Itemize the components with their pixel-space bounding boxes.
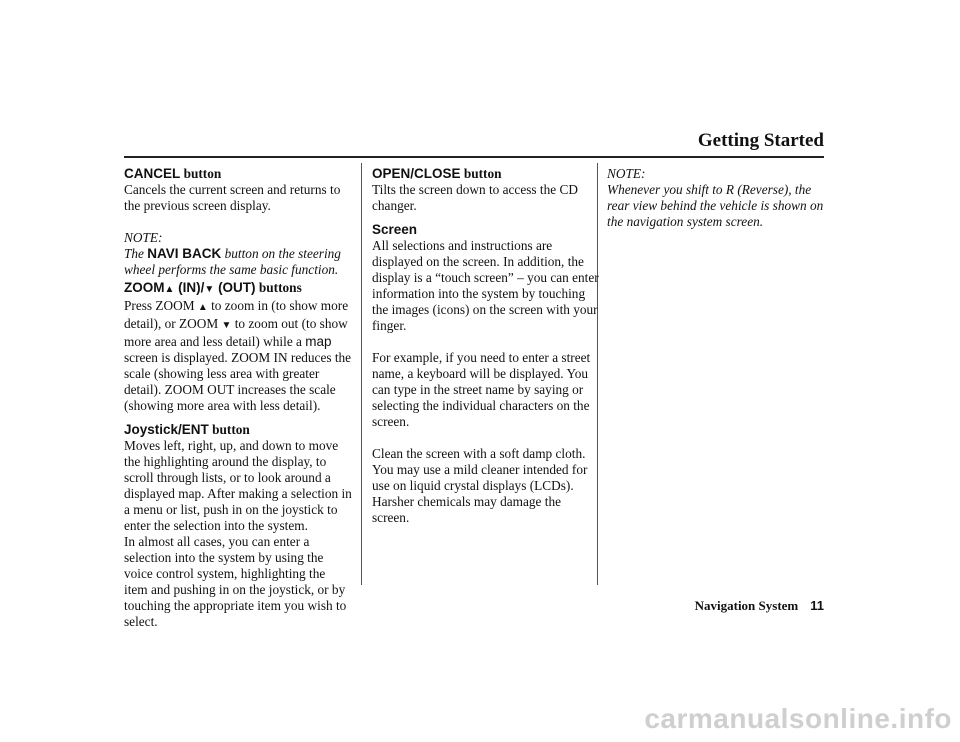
note-label-2: NOTE: [607,166,646,181]
openclose-body: Tilts the screen down to access the CD changer. [372,182,578,213]
zoom-up-icon-inline: ▲ [197,302,208,313]
map-word: map [305,334,332,349]
joystick-key: Joystick/ENT [124,422,209,437]
cancel-heading [124,166,352,182]
zoom-heading [124,280,352,298]
zoom-down-icon-inline: ▼ [221,320,232,331]
zoom-body [124,298,352,414]
note-body-2: Whenever you shift to R (Reverse), the rear view behind the vehicle is shown on the navigation system screen. [607,182,824,229]
zoom-heading-suffix: buttons [255,280,302,295]
openclose-key: OPEN/CLOSE [372,166,461,181]
zoom-body-4: screen is displayed. ZOOM IN reduces the scale (showing less area with greater detail). ZOOM OUT increases the scale (showing more area with less detail). [124,350,352,413]
openclose-heading-suffix: button [460,166,502,181]
column-1 [124,166,352,630]
screen-body-1: All selections and instructions are displayed on the screen. In addition, the display is a “touch screen” – you can enter information into the system by touching the images (icons) on the screen with your finger. [372,238,599,333]
column-2 [372,166,600,526]
zoom-key: ZOOM [124,280,165,295]
cancel-heading-suffix: button [180,166,222,181]
cancel-body: Cancels the current screen and returns to the previous screen display. [124,182,341,213]
screen-body-2: For example, if you need to enter a street name, a keyboard will be displayed. You can type in the street name by saying or selecting the individual characters on the screen. [372,350,591,429]
footer-section: Navigation System [694,598,799,613]
joystick-body-1: Moves left, right, up, and down to move the highlighting around the display, to scroll through lists, or to look around a displayed map. After making a selection in a menu or list, push in on the joystick to enter the selection into the system. [124,438,352,533]
note-1-pre: The [124,246,148,261]
column-divider-1 [361,163,362,585]
note-label-1: NOTE: [124,230,163,245]
cancel-key: CANCEL [124,166,181,181]
page-number: 11 [810,598,824,613]
joystick-heading [124,422,352,438]
zoom-body-3: to zoom out (to show more area and less detail) while a [124,316,348,349]
screen-body-3: Clean the screen with a soft damp cloth. You may use a mild cleaner intended for use on liquid crystal displays (LCDs). Harsher chemicals may damage the screen. [372,446,588,525]
column-3 [607,166,835,230]
screen-heading: Screen [372,222,418,237]
watermark: carmanualsonline.info [644,703,952,734]
openclose-heading [372,166,600,182]
zoom-up-icon: ▲ [164,284,175,295]
joystick-body-2: In almost all cases, you can enter a selection into the system by using the voice control system, highlighting the item and pushing in on the joystick, or by touching the appropriate item you wish to select. [124,534,347,629]
joystick-heading-suffix: button [208,422,250,437]
navi-back-key: NAVI BACK [147,246,222,261]
note-1-post: button on the steering wheel performs the same basic function. [124,246,341,277]
note-body-1 [124,246,352,278]
zoom-in-label: (IN)/ [174,280,205,295]
page-title: Getting Started [697,130,824,151]
zoom-out-label: (OUT) [214,280,256,295]
zoom-body-1: Press ZOOM [124,298,198,313]
zoom-down-icon: ▼ [204,284,215,295]
header-rule [124,156,824,158]
zoom-body-2: to zoom in (to show more detail), or ZOOM [124,298,349,331]
page-footer [695,598,824,614]
